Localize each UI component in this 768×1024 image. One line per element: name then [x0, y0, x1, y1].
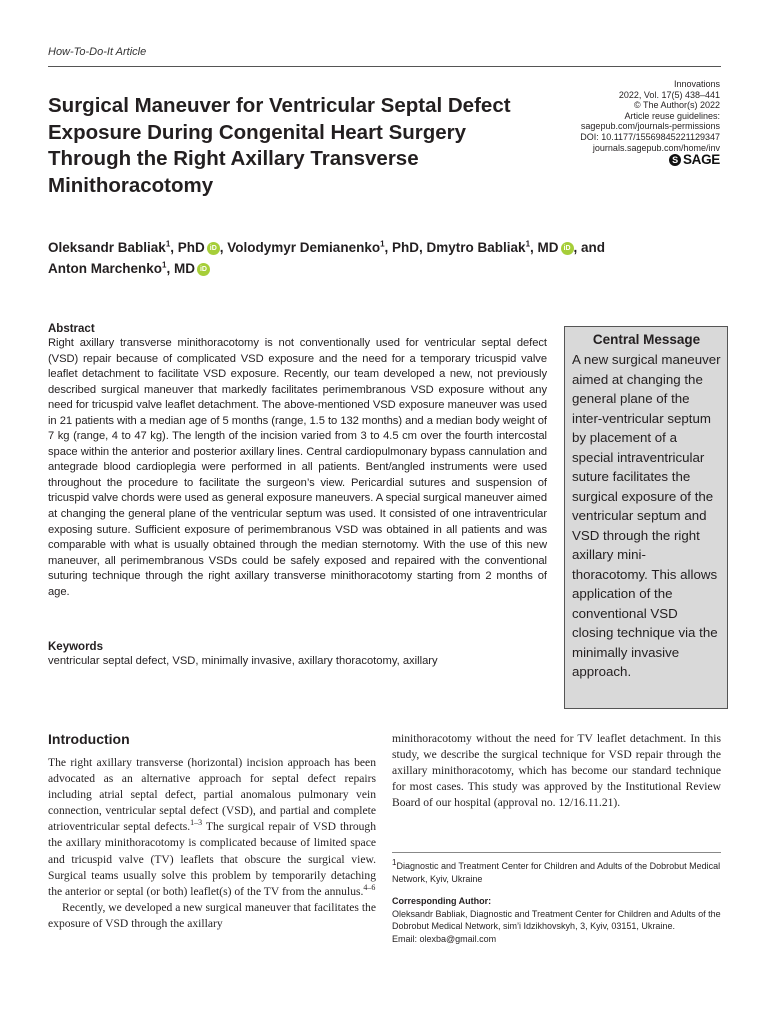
sage-logo — [669, 151, 720, 167]
author-name: , Volodymyr Demianenko — [219, 240, 381, 255]
intro-text: The right axillary transverse (horizontal) incision approach has been advocated as an alternative approach for septal defect repairs including atrial septal defect, partial anomalous pulmonary vein connection, ventricular septal defect (VSD), and partial and complete atrioventricular septal defects. — [48, 756, 376, 834]
header-divider — [48, 66, 721, 67]
central-message-text: A new surgical maneuver aimed at changing the general plane of the inter-ventricular septum by placement of a special intraventricular suture facilitates the surgical exposure of the ventricular septum and VSD through the right axillary mini-thoracotomy. This allows application of the conventional VSD closing technique via the minimally invasive approach. — [572, 352, 721, 679]
article-type: How-To-Do-It Article — [48, 46, 147, 58]
intro-paragraph: Recently, we developed a new surgical maneuver that facilitates the exposure of VSD through the axillary — [48, 900, 376, 930]
corresponding-author — [392, 895, 721, 945]
abstract-heading: Abstract — [48, 323, 95, 335]
corresponding-heading: Corresponding Author: — [392, 896, 492, 906]
author-conjunction: , and — [573, 240, 606, 255]
affiliation-text: Diagnostic and Treatment Center for Children and Adults of the Dobrobut Medical Network, Kyiv, Ukraine — [392, 861, 721, 884]
author-name: Anton Marchenko — [48, 261, 163, 276]
keywords-section — [48, 641, 547, 669]
intro-paragraph — [48, 755, 376, 900]
abstract-text: Right axillary transverse minithoracotomy is not conventionally used for ventricular septal defect (VSD) repair because of complicated VSD exposure and the need for a temporary tricuspid valve leaflet detachment to facilitate VSD exposure. Recently, our team developed a new, not previously described surgical maneuver that markedly facilitates perimembranous VSD exposure without any need for tricuspid valve leaflet detachment. The above-mentioned VSD exposure maneuver was used in 21 patients with a median age of 5 months (range, 1.5 to 132 months) and a median body weight of 7 kg (range, 4 to 47 kg). The length of the incision varied from 3 to 4.5 cm over the fourth intercostal space within the anterior and posterior axillary lines. Central cardiopulmonary bypass cannulation and antegrade blood cardioplegia were performed in all patients. Bent/angled instruments were used throughout the procedure to facilitate the surgeon’s view. Pericardial sutures and suspension of tricuspid valve chords were used as general exposure maneuvers. A special surgical maneuver aimed at changing the general plane of the ventricular septum was used. It consisted of one intraventricular exposing suture. Sufficient exposure of perimembranous VSD was obtained in all patients and was comparable with what is usually obtained through the median sternotomy. With the use of this new maneuver, all perimembranous VSDs could be safely exposed and repaired with the conventional suturing technique through the right axillary transverse minithoracotomy starting from 2 months of age. — [48, 337, 547, 598]
footnote-divider — [392, 852, 721, 853]
keywords-text: ventricular septal defect, VSD, minimally invasive, axillary thoracotomy, axillary — [48, 655, 438, 667]
orcid-icon[interactable]: iD — [207, 242, 220, 255]
abstract-section — [48, 323, 547, 600]
reuse-guidelines: Article reuse guidelines: — [624, 110, 720, 121]
intro-paragraph: minithoracotomy without the need for TV leaflet detachment. In this study, we describe the surgical technique for VSD repair through the axillary minithoracotomy, which has become our standard technique for most cases. This study was approved by the Institutional Review Board of our hospital (approval no. 12/16.11.21). — [392, 732, 721, 810]
corresponding-email[interactable]: Email: olexba@gmail.com — [392, 933, 497, 944]
author-name: , PhD, Dmytro Babliak — [384, 240, 526, 255]
article-title: Surgical Maneuver for Ventricular Septal Defect Exposure During Congenital Heart Surgery Through the Right Axillary Transverse Minithoracotomy — [48, 94, 511, 197]
keywords-heading: Keywords — [48, 641, 103, 653]
author-degree: , MD — [166, 261, 195, 276]
publisher-name: SAGE — [682, 151, 720, 167]
doi[interactable]: DOI: 10.1177/15569845221129347 — [580, 131, 720, 142]
introduction-left-column — [48, 755, 376, 932]
copyright: © The Author(s) 2022 — [633, 100, 720, 111]
affiliation-mark: 1 — [525, 239, 531, 249]
sage-logo-icon: S — [669, 154, 681, 166]
affiliation-mark: 1 — [392, 858, 397, 867]
citation-ref[interactable]: 4–6 — [363, 882, 376, 892]
journal-info — [500, 79, 720, 166]
affiliation-footnote — [392, 860, 721, 885]
journal-name: Innovations — [673, 79, 720, 89]
reuse-link[interactable]: sagepub.com/journals-permissions — [580, 121, 720, 132]
orcid-icon[interactable]: iD — [197, 263, 210, 276]
central-message-heading: Central Message — [592, 332, 701, 347]
affiliation-mark: 1 — [165, 239, 171, 249]
citation-ref[interactable]: 1–3 — [190, 818, 203, 828]
central-message-box — [564, 326, 728, 709]
journal-url[interactable]: journals.sagepub.com/home/inv — [592, 142, 720, 153]
affiliation-mark: 1 — [380, 239, 385, 249]
corresponding-text: Oleksandr Babliak, Diagnostic and Treatment Center for Children and Adults of the Dobrobut Medical Network, sim’i Idzikhovskyh, 3, Kyiv, 03151, Ukraine. — [392, 908, 721, 931]
orcid-icon[interactable]: iD — [561, 242, 574, 255]
intro-text: The surgical repair of VSD through the axillary minithoracotomy is complicated because of limited space and tricuspid valve (TV) leaflets that obscure the surgical view. Surgical teams usually solve this problem by temporarily detaching the anterior or septal (or both) leaflet(s) of the TV from the annulus. — [48, 820, 377, 898]
author-list — [48, 237, 728, 279]
introduction-right-column — [392, 731, 721, 811]
journal-volume: 2022, Vol. 17(5) 438–441 — [618, 89, 720, 100]
affiliation-mark: 1 — [162, 260, 167, 270]
author-degree: , PhD — [170, 240, 205, 255]
introduction-heading: Introduction — [48, 731, 130, 747]
author-name: Oleksandr Babliak — [48, 240, 166, 255]
author-degree: , MD — [530, 240, 559, 255]
